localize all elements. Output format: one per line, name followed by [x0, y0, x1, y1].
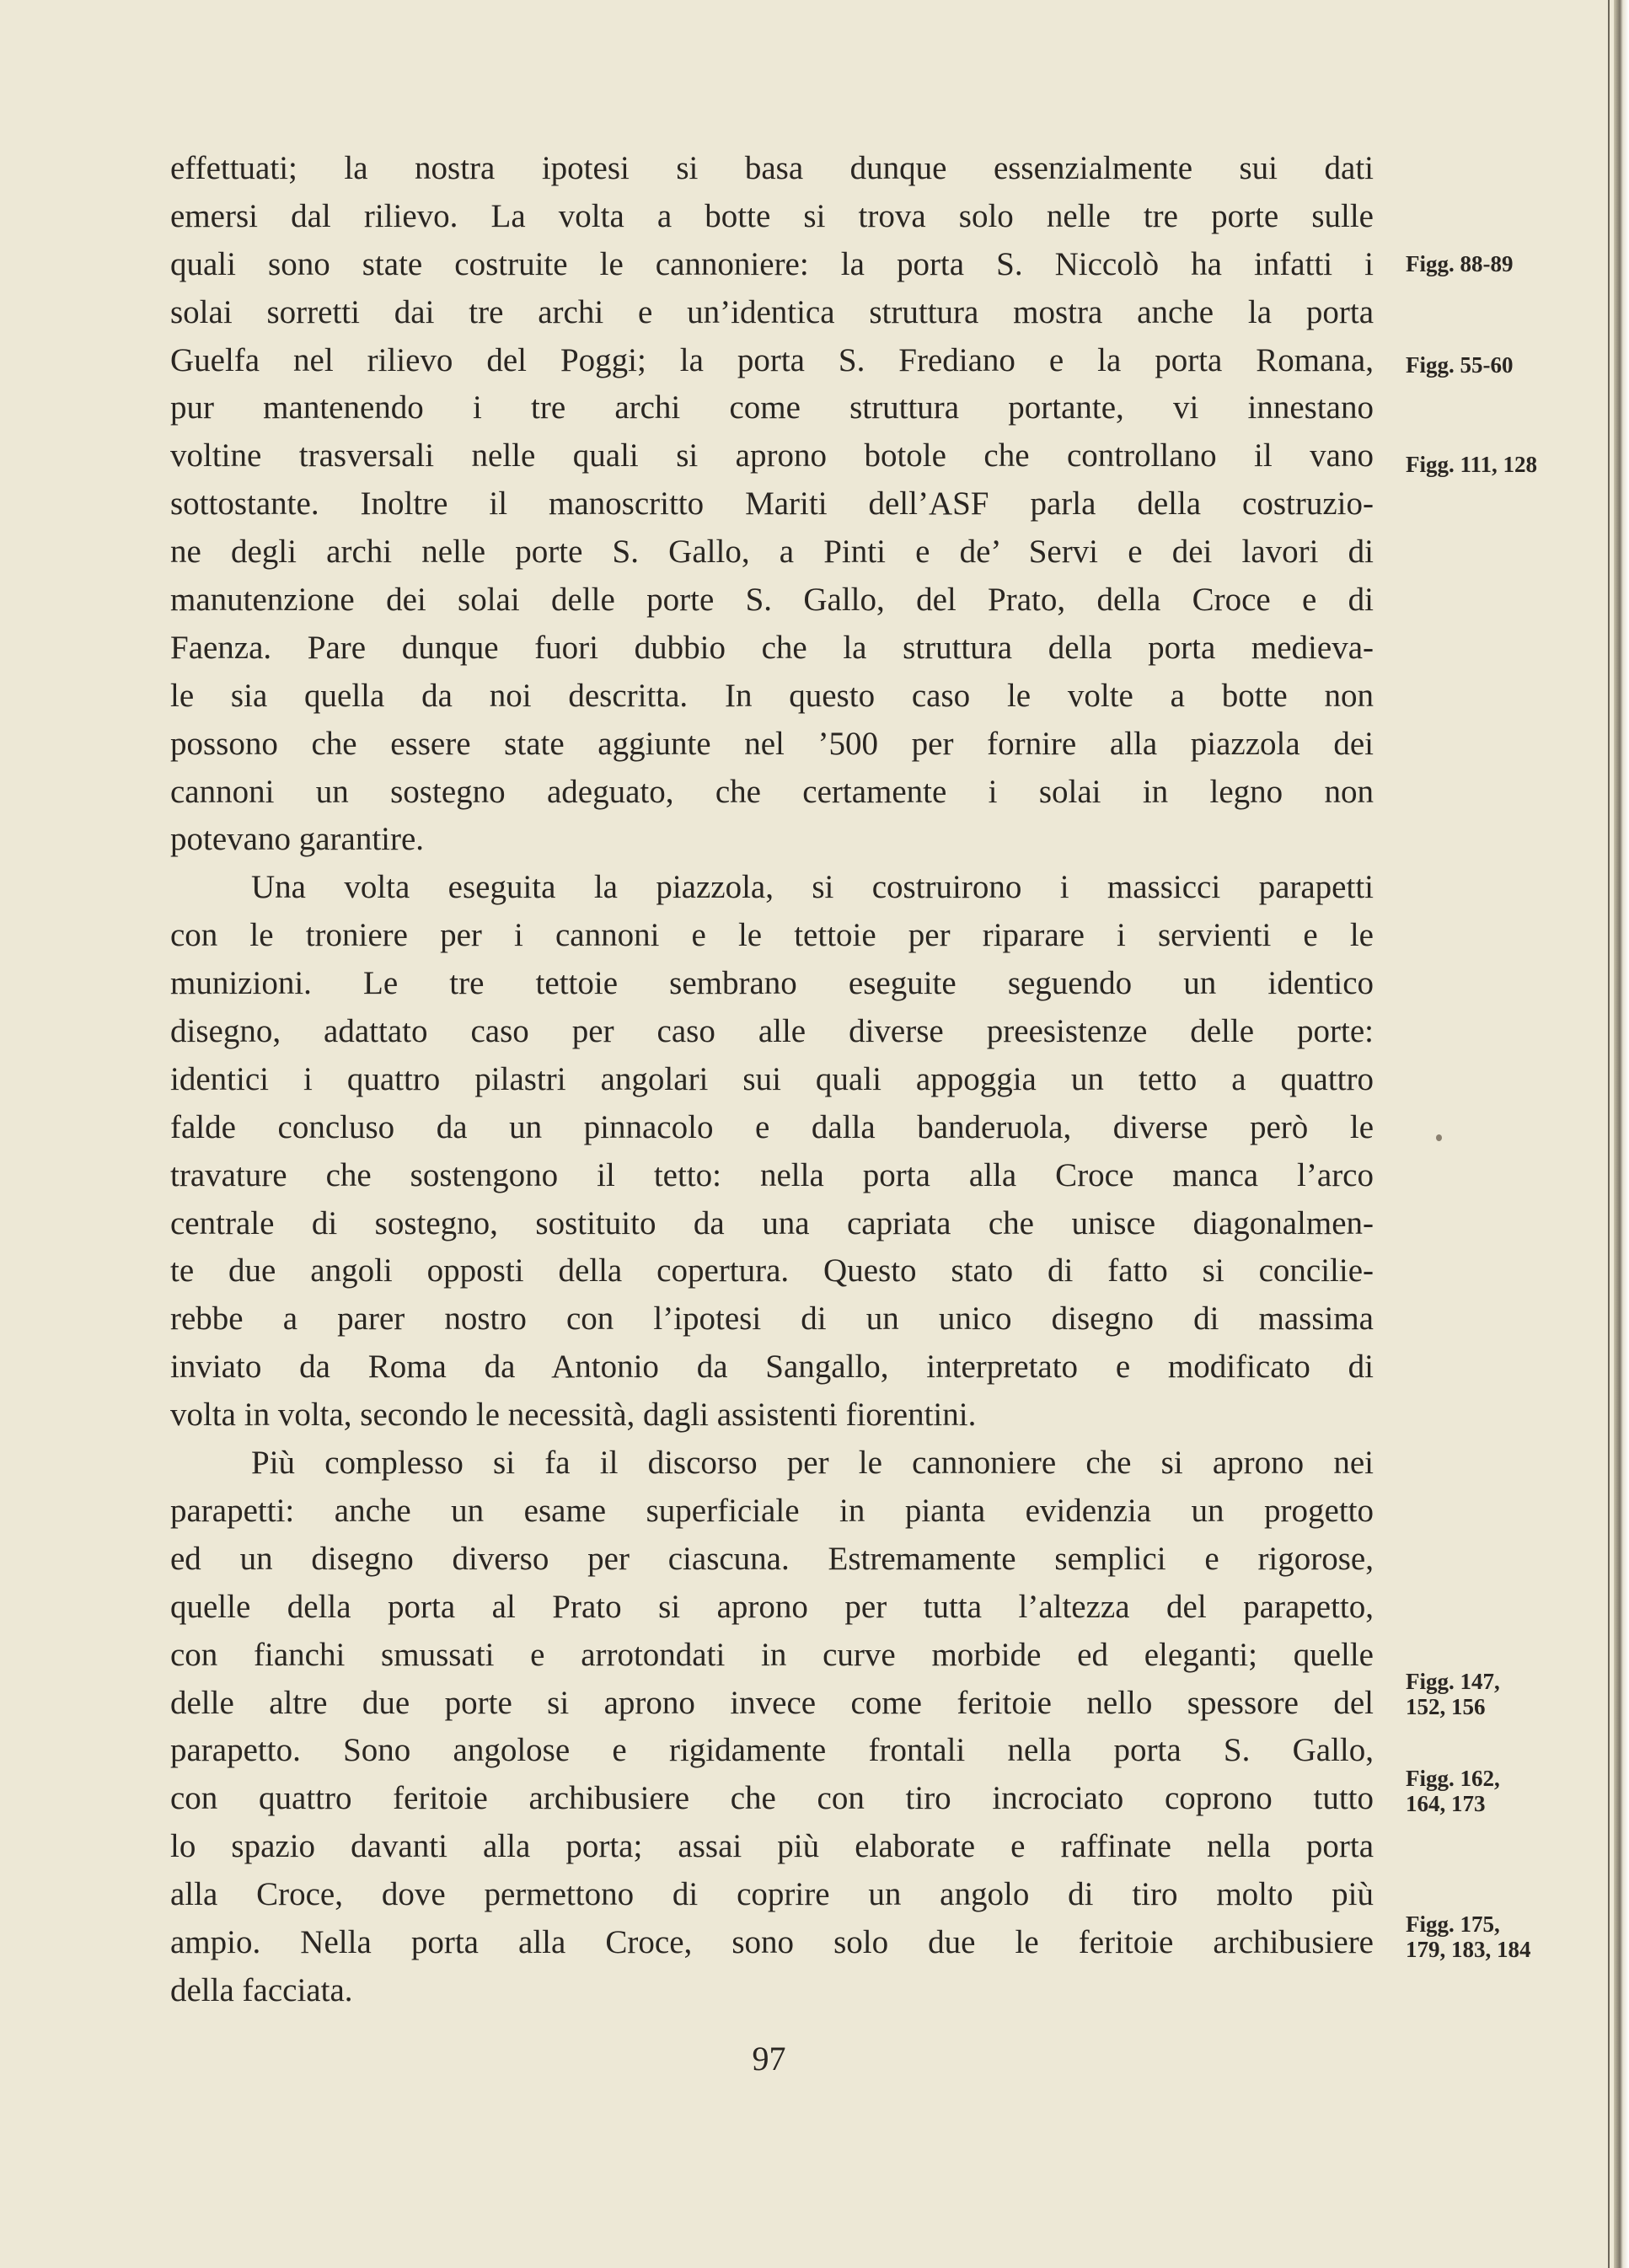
text-line: falde concluso da un pinnacolo e dalla banderuola, diverse però le: [170, 1108, 1374, 1145]
text-line: con quattro feritoie archibusiere che con tiro incrociato coprono tutto: [170, 1780, 1374, 1817]
text-line: alla Croce, dove permettono di coprire un angolo di tiro molto più: [170, 1876, 1374, 1913]
text-line: te due angoli opposti della copertura. Questo stato di fatto si concilie-: [170, 1252, 1374, 1289]
text-line: voltine trasversali nelle quali si aprono botole che controllano il vano: [170, 437, 1374, 475]
paper-speck: [1436, 1134, 1442, 1141]
body-text: [170, 145, 1374, 2015]
margin-figure-ref-line: Figg. 111, 128: [1406, 452, 1538, 477]
text-line: Una volta eseguita la piazzola, si costruirono i massicci parapetti: [251, 869, 1374, 906]
text-line: emersi dal rilievo. La volta a botte si trova solo nelle tre porte sulle: [170, 197, 1374, 234]
text-line: quelle della porta al Prato si aprono per tutta l’altezza del parapetto,: [170, 1588, 1374, 1625]
text-line: cannoni un sostegno adeguato, che certamente i solai in legno non: [170, 773, 1374, 810]
text-line: possono che essere state aggiunte nel ’500 per fornire alla piazzola dei: [170, 725, 1374, 762]
text-line: Più complesso si fa il discorso per le cannoniere che si aprono nei: [251, 1445, 1374, 1482]
text-line: parapetti: anche un esame superficiale in pianta evidenzia un progetto: [170, 1492, 1374, 1529]
text-line: pur mantenendo i tre archi come struttura portante, vi innestano: [170, 389, 1374, 426]
text-line: lo spazio davanti alla porta; assai più elaborate e raffinate nella porta: [170, 1828, 1374, 1865]
margin-figure-ref: [1406, 251, 1514, 276]
text-line: manutenzione dei solai delle porte S. Gallo, del Prato, della Croce e di: [170, 582, 1374, 619]
text-line: con fianchi smussati e arrotondati in curve morbide ed eleganti; quelle: [170, 1636, 1374, 1673]
text-line: delle altre due porte si aprono invece come feritoie nello spessore del: [170, 1684, 1374, 1721]
margin-figure-ref-line: 164, 173: [1406, 1791, 1486, 1816]
text-line: identici i quattro pilastri angolari sui quali appoggia un tetto a quattro: [170, 1060, 1374, 1097]
text-line: della facciata.: [170, 1971, 353, 2008]
page-edge-line: [1608, 0, 1610, 2268]
text-line: ne degli archi nelle porte S. Gallo, a Pinti e de’ Servi e dei lavori di: [170, 533, 1374, 571]
text-line: sottostante. Inoltre il manoscritto Mariti dell’ASF parla della costruzio-: [170, 485, 1374, 523]
text-line: munizioni. Le tre tettoie sembrano eseguite seguendo un identico: [170, 965, 1374, 1002]
text-line: effettuati; la nostra ipotesi si basa dunque essenzialmente sui dati: [170, 150, 1374, 186]
text-line: rebbe a parer nostro con l’ipotesi di un unico disegno di massima: [170, 1300, 1374, 1338]
margin-figure-ref-line: 179, 183, 184: [1406, 1937, 1531, 1962]
margin-figure-ref: [1406, 452, 1537, 477]
margin-figure-ref: [1406, 352, 1514, 378]
text-line: Guelfa nel rilievo del Poggi; la porta S. Frediano e la porta Romana,: [170, 341, 1374, 378]
text-line: solai sorretti dai tre archi e un’identica struttura mostra anche la porta: [170, 293, 1374, 330]
margin-figure-ref: [1406, 1766, 1500, 1816]
text-line: volta in volta, secondo le necessità, dagli assistenti fiorentini.: [170, 1397, 977, 1434]
text-line: potevano garantire.: [170, 821, 425, 858]
page-edge: [1614, 0, 1629, 2268]
margin-figure-ref-line: Figg. 88-89: [1406, 251, 1514, 276]
margin-figure-ref-line: 152, 156: [1406, 1694, 1486, 1719]
text-line: ed un disegno diverso per ciascuna. Estremamente semplici e rigorose,: [170, 1540, 1374, 1577]
text-line: centrale di sostegno, sostituito da una capriata che unisce diagonalmen-: [170, 1204, 1374, 1241]
text-line: parapetto. Sono angolose e rigidamente frontali nella porta S. Gallo,: [170, 1732, 1374, 1769]
margin-figure-ref: [1406, 1911, 1531, 1962]
text-line: Faenza. Pare dunque fuori dubbio che la struttura della porta medieva-: [170, 629, 1374, 666]
margin-figure-ref-line: Figg. 162,: [1406, 1766, 1500, 1791]
text-line: quali sono state costruite le cannoniere: la porta S. Niccolò ha infatti i: [170, 245, 1374, 282]
text-line: disegno, adattato caso per caso alle diverse preesistenze delle porte:: [170, 1013, 1374, 1050]
text-line: le sia quella da noi descritta. In questo caso le volte a botte non: [170, 677, 1374, 714]
text-line: ampio. Nella porta alla Croce, sono solo due le feritoie archibusiere: [170, 1923, 1374, 1960]
text-line: inviato da Roma da Antonio da Sangallo, interpretato e modificato di: [170, 1348, 1374, 1386]
margin-figure-ref-line: Figg. 55-60: [1406, 352, 1514, 378]
text-line: con le troniere per i cannoni e le tettoie per riparare i servienti e le: [170, 917, 1374, 954]
text-line: travature che sostengono il tetto: nella porta alla Croce manca l’arco: [170, 1156, 1374, 1193]
margin-figure-ref-line: Figg. 175,: [1406, 1911, 1500, 1937]
margin-figure-ref-line: Figg. 147,: [1406, 1669, 1500, 1694]
page-number: 97: [752, 2040, 786, 2078]
margin-figure-ref: [1406, 1669, 1500, 1719]
